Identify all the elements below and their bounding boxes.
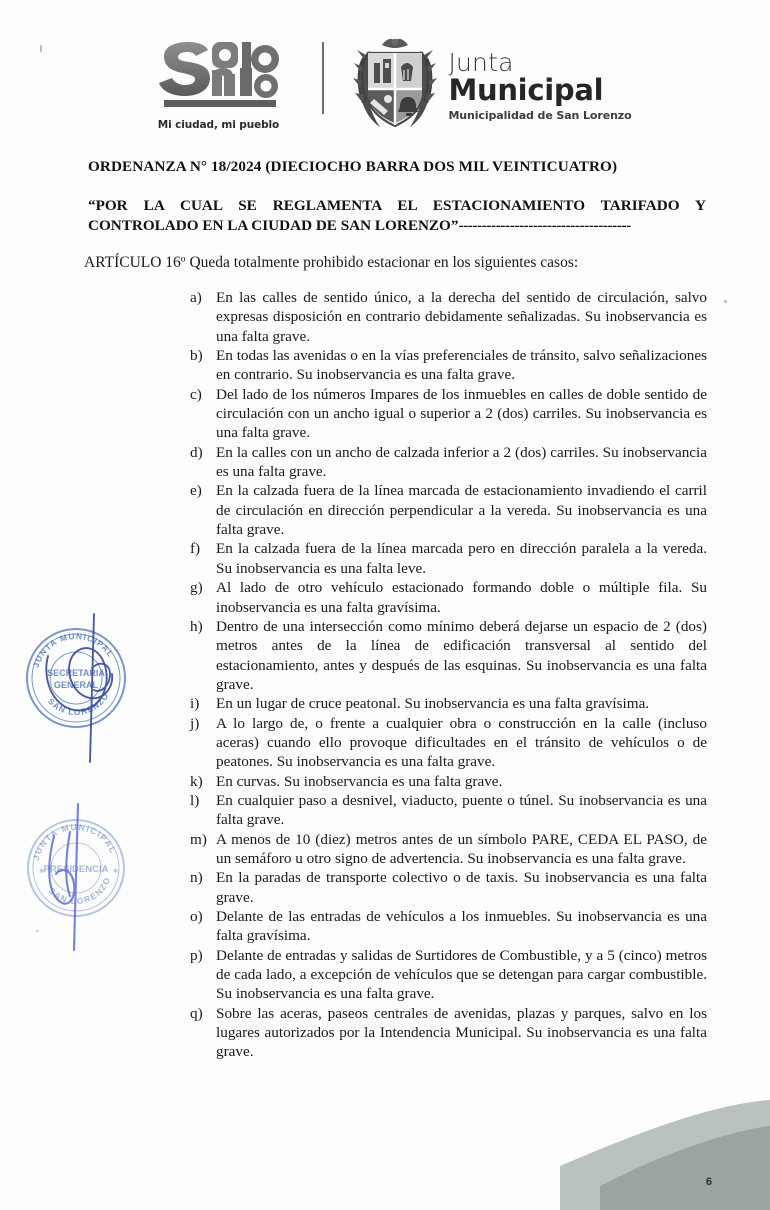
provision-marker: n) — [190, 869, 203, 887]
svg-text:SECRETARIA: SECRETARIA — [47, 668, 105, 678]
junta-brand — [352, 37, 631, 133]
svg-text:SAN LORENZO: SAN LORENZO — [46, 874, 113, 907]
provision-text: Delante de las entradas de vehículos a los inmuebles. Su inobservancia es una falta gravísima. — [216, 908, 707, 945]
junta-subtitle: Municipalidad de San Lorenzo — [448, 108, 632, 122]
list-item — [190, 578, 707, 617]
list-item — [190, 346, 707, 385]
list-item — [190, 714, 707, 772]
provision-marker: i) — [190, 695, 200, 713]
provision-marker: m) — [190, 830, 207, 848]
svg-text:PRESIDENCIA: PRESIDENCIA — [43, 864, 109, 875]
brand-tagline: Mi ciudad, mi pueblo — [157, 118, 280, 131]
list-item — [190, 694, 707, 713]
provision-text: Sobre las aceras, paseos centrales de avenidas, plazas y parques, salvo en los lugares autorizados por la Intendencia Municipal. Su inobservancia es una falta grave. — [216, 1004, 707, 1061]
provision-marker: d) — [190, 443, 203, 461]
provision-text: En un lugar de cruce peatonal. Su inobservancia es una falta gravísima. — [216, 695, 650, 713]
junta-line-1: Junta — [448, 47, 514, 77]
page-number: 6 — [705, 1176, 712, 1188]
scan-speck — [36, 930, 38, 932]
provision-text: En todas las avenidas o en la vías preferenciales de tránsito, salvo señalizaciones en contrario. Su inobservancia es una falta grave. — [216, 347, 707, 384]
provision-text: En las calles de sentido único, a la derecha del sentido de circulación, salvo expresas disposición en contrario debidamente señalizadas. Su inobservancia es una falta grave. — [216, 289, 707, 345]
provision-marker: l) — [190, 791, 200, 809]
provision-text: Al lado de otro vehículo estacionado formando doble o múltiple fila. Su inobservancia es una falta gravísima. — [216, 579, 707, 616]
svg-text:GENERAL: GENERAL — [53, 680, 99, 690]
provision-marker: g) — [190, 579, 203, 597]
provision-marker: b) — [190, 347, 203, 365]
list-item — [190, 791, 707, 830]
svg-text:JUNTA MUNICIPAL: JUNTA MUNICIPAL — [30, 821, 119, 862]
provision-text: Delante de entradas y salidas de Surtidores de Combustible, y a 5 (cinco) metros de cada lado, a excepción de vehículos que se detengan para cargar combustible. Su inobservancia es una falta grave. — [216, 946, 707, 1003]
provisions-list — [190, 288, 707, 1062]
list-item — [190, 385, 707, 443]
scan-speck — [724, 300, 727, 303]
stamp-presidencia — [18, 802, 142, 959]
provision-text: En la paradas de transporte colectivo o de taxis. Su inobservancia es una falta grave. — [216, 869, 707, 906]
provision-marker: k) — [190, 772, 203, 790]
stamp-secretaria-general — [18, 612, 142, 769]
provision-text: A menos de 10 (diez) metros antes de un símbolo PARE, CEDA EL PASO, de un semáforo u otro signo de advertencia. Su inobservancia es una falta grave. — [216, 830, 707, 867]
letterhead-divider — [322, 42, 324, 114]
article-heading: ARTÍCULO 16º Queda totalmente prohibido estacionar en los siguientes casos: — [84, 254, 579, 271]
provision-marker: e) — [190, 482, 202, 500]
salo-brand — [138, 40, 298, 131]
svg-text:SAN LORENZO: SAN LORENZO — [45, 690, 111, 718]
provision-marker: c) — [190, 385, 202, 403]
provision-text: En curvas. Su inobservancia es una falta grave. — [216, 772, 503, 790]
list-item — [190, 539, 707, 578]
provision-text: En la calles con un ancho de calzada inferior a 2 (dos) carriles. Su inobservancia es una falta grave. — [216, 443, 707, 481]
subtitle-dash-filler: ------------------------------------- — [458, 217, 631, 234]
provision-marker: a) — [190, 289, 202, 306]
svg-text:✷: ✷ — [38, 866, 46, 876]
provision-text: En la calzada fuera de la línea marcada pero en dirección paralela a la vereda. Su inobservancia es una falta leve. — [216, 540, 707, 577]
list-item — [190, 946, 707, 1004]
list-item — [190, 772, 707, 791]
provision-marker: q) — [190, 1004, 203, 1022]
provision-marker: f) — [190, 540, 201, 558]
provision-marker: p) — [190, 946, 203, 964]
list-item — [190, 830, 707, 869]
provision-text: Del lado de los números Impares de los inmuebles en calles de doble sentido de circulación con un ancho igual o superior a 2 (dos) carriles. Su inobservancia es una falta grave. — [216, 385, 707, 442]
provision-text: A lo largo de, o frente a cualquier obra o construcción en la calle (incluso aceras) cuando ello provoque dificultades en el tránsito de vehículos o de peatones. Su inobservancia es una falta grave. — [216, 714, 707, 771]
list-item — [190, 617, 707, 694]
list-item — [190, 1004, 707, 1062]
scan-speck — [40, 45, 42, 52]
provision-marker: h) — [190, 617, 203, 635]
provision-text: En la calzada fuera de la línea marcada de estacionamiento invadiendo el carril de circulación en dirección perpendicular a la vereda. Su inobservancia es una falta grave. — [216, 482, 707, 539]
provision-text: Dentro de una intersección como mínimo deberá dejarse un espacio de 2 (dos) metros antes de la línea de edificación transversal al sentido del estacionamiento, antes y después de las esquinas. Su inobservancia es una falta grave. — [216, 617, 707, 693]
junta-line-2: Municipal — [448, 72, 604, 107]
svg-text:JUNTA MUNICIPAL: JUNTA MUNICIPAL — [30, 630, 117, 669]
secretaria-general-stamp-icon — [18, 612, 142, 764]
svg-text:✷: ✷ — [112, 866, 120, 876]
list-item — [190, 443, 707, 482]
ordinance-title: ORDENANZA N° 18/2024 (DIECIOCHO BARRA DOS MIL VEINTICUATRO) — [88, 158, 618, 175]
provision-text: En cualquier paso a desnivel, viaducto, puente o túnel. Su inobservancia es una falta grave. — [216, 791, 707, 829]
salo-logo-icon — [156, 40, 280, 114]
coat-of-arms-icon — [352, 37, 438, 133]
list-item — [190, 907, 707, 946]
list-item — [190, 481, 707, 539]
ordinance-subtitle-text: “POR LA CUAL SE REGLAMENTA EL ESTACIONAMIENTO TARIFADO Y CONTROLADO EN LA CIUDAD DE SAN LORENZO” — [88, 197, 706, 234]
corner-decoration — [560, 1100, 770, 1210]
list-item — [190, 868, 707, 907]
list-item — [190, 288, 707, 346]
provision-marker: o) — [190, 908, 203, 925]
letterhead — [0, 30, 770, 140]
provision-marker: j) — [190, 714, 200, 732]
ordinance-subtitle — [88, 196, 706, 236]
junta-wordmark — [448, 47, 632, 122]
